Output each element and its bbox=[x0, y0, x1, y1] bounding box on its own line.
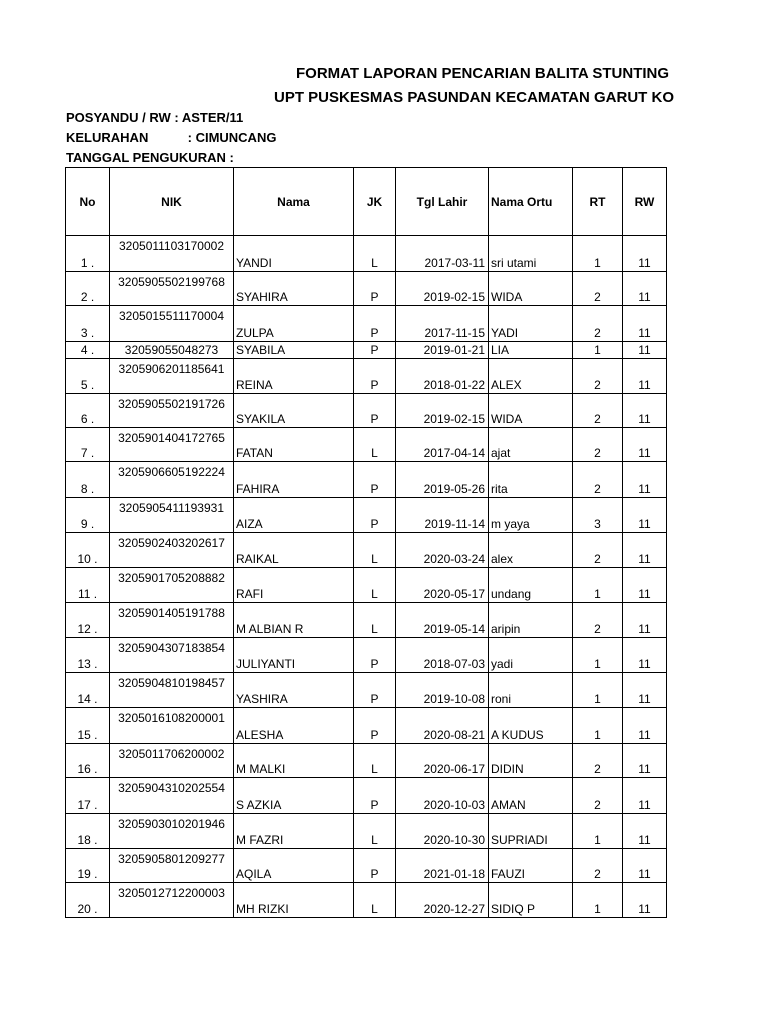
cell-no: 18 . bbox=[66, 814, 110, 849]
cell-nama: MH RIZKI bbox=[234, 883, 354, 918]
table-row bbox=[66, 708, 667, 744]
cell-nik: 3205015511170004 bbox=[110, 306, 234, 342]
col-header-nama-ortu: Nama Ortu bbox=[489, 168, 573, 236]
table-row bbox=[66, 498, 667, 533]
cell-nik: 3205906605192224 bbox=[110, 462, 234, 498]
col-header-nama: Nama bbox=[234, 168, 354, 236]
table-row bbox=[66, 428, 667, 462]
cell-tgl: 2020-06-17 bbox=[396, 744, 489, 778]
cell-rw: 11 bbox=[623, 498, 667, 533]
kelurahan-value: : CIMUNCANG bbox=[187, 130, 277, 145]
cell-nik: 3205011706200002 bbox=[110, 744, 234, 778]
cell-tgl: 2017-11-15 bbox=[396, 306, 489, 342]
table-row bbox=[66, 236, 667, 272]
cell-jk: L bbox=[354, 603, 396, 638]
cell-rw: 11 bbox=[623, 306, 667, 342]
cell-nik: 3205905801209277 bbox=[110, 849, 234, 883]
cell-nama: M ALBIAN R bbox=[234, 603, 354, 638]
cell-jk: L bbox=[354, 568, 396, 603]
cell-nama: JULIYANTI bbox=[234, 638, 354, 673]
cell-no: 4 . bbox=[66, 342, 110, 359]
table-row bbox=[66, 462, 667, 498]
cell-ortu: WIDA bbox=[489, 394, 573, 428]
cell-ortu: LIA bbox=[489, 342, 573, 359]
cell-ortu: aripin bbox=[489, 603, 573, 638]
cell-ortu: yadi bbox=[489, 638, 573, 673]
cell-rw: 11 bbox=[623, 272, 667, 306]
cell-jk: P bbox=[354, 394, 396, 428]
cell-jk: P bbox=[354, 306, 396, 342]
cell-tgl: 2019-01-21 bbox=[396, 342, 489, 359]
cell-rw: 11 bbox=[623, 359, 667, 394]
cell-tgl: 2018-07-03 bbox=[396, 638, 489, 673]
cell-rt: 2 bbox=[573, 394, 623, 428]
cell-nik: 3205901405191788 bbox=[110, 603, 234, 638]
cell-jk: P bbox=[354, 638, 396, 673]
posyandu-value: : ASTER/11 bbox=[174, 110, 244, 125]
cell-nama: S AZKIA bbox=[234, 778, 354, 814]
cell-rt: 1 bbox=[573, 236, 623, 272]
cell-nama: YASHIRA bbox=[234, 673, 354, 708]
cell-no: 13 . bbox=[66, 638, 110, 673]
cell-ortu: AMAN bbox=[489, 778, 573, 814]
cell-ortu: DIDIN bbox=[489, 744, 573, 778]
cell-rw: 11 bbox=[623, 568, 667, 603]
table-row bbox=[66, 342, 667, 359]
cell-no: 11 . bbox=[66, 568, 110, 603]
cell-nama: RAIKAL bbox=[234, 533, 354, 568]
cell-rt: 2 bbox=[573, 306, 623, 342]
cell-ortu: SIDIQ P bbox=[489, 883, 573, 918]
table-row bbox=[66, 306, 667, 342]
table-row bbox=[66, 883, 667, 918]
cell-ortu: A KUDUS bbox=[489, 708, 573, 744]
cell-rt: 2 bbox=[573, 849, 623, 883]
cell-jk: L bbox=[354, 883, 396, 918]
cell-nama: ZULPA bbox=[234, 306, 354, 342]
cell-nik: 3205901404172765 bbox=[110, 428, 234, 462]
table-row bbox=[66, 744, 667, 778]
cell-rw: 11 bbox=[623, 638, 667, 673]
posyandu-line bbox=[66, 110, 243, 125]
cell-no: 8 . bbox=[66, 462, 110, 498]
kelurahan-line bbox=[66, 130, 276, 145]
cell-rw: 11 bbox=[623, 744, 667, 778]
table-row bbox=[66, 603, 667, 638]
cell-nama: SYABILA bbox=[234, 342, 354, 359]
cell-nik: 3205905411193931 bbox=[110, 498, 234, 533]
cell-no: 10 . bbox=[66, 533, 110, 568]
balita-table bbox=[65, 167, 667, 918]
cell-ortu: SUPRIADI bbox=[489, 814, 573, 849]
cell-tgl: 2020-05-17 bbox=[396, 568, 489, 603]
cell-rw: 11 bbox=[623, 342, 667, 359]
cell-rw: 11 bbox=[623, 673, 667, 708]
cell-tgl: 2017-03-11 bbox=[396, 236, 489, 272]
table-row bbox=[66, 849, 667, 883]
cell-rt: 1 bbox=[573, 638, 623, 673]
cell-rt: 2 bbox=[573, 778, 623, 814]
cell-no: 14 . bbox=[66, 673, 110, 708]
cell-rt: 2 bbox=[573, 359, 623, 394]
table-row bbox=[66, 673, 667, 708]
cell-nik: 3205904810198457 bbox=[110, 673, 234, 708]
cell-rw: 11 bbox=[623, 428, 667, 462]
cell-tgl: 2020-10-30 bbox=[396, 814, 489, 849]
cell-nama: FAHIRA bbox=[234, 462, 354, 498]
cell-rt: 2 bbox=[573, 603, 623, 638]
cell-rt: 1 bbox=[573, 673, 623, 708]
cell-jk: L bbox=[354, 814, 396, 849]
cell-nik: 3205901705208882 bbox=[110, 568, 234, 603]
cell-ortu: undang bbox=[489, 568, 573, 603]
table-row bbox=[66, 533, 667, 568]
cell-nama: M FAZRI bbox=[234, 814, 354, 849]
cell-no: 2 . bbox=[66, 272, 110, 306]
cell-rw: 11 bbox=[623, 814, 667, 849]
tanggal-line bbox=[66, 150, 234, 165]
cell-nik: 3205011103170002 bbox=[110, 236, 234, 272]
table-row bbox=[66, 568, 667, 603]
cell-jk: L bbox=[354, 236, 396, 272]
cell-no: 16 . bbox=[66, 744, 110, 778]
cell-tgl: 2019-05-14 bbox=[396, 603, 489, 638]
cell-tgl: 2017-04-14 bbox=[396, 428, 489, 462]
col-header-tgl-lahir: Tgl Lahir bbox=[396, 168, 489, 236]
cell-rw: 11 bbox=[623, 603, 667, 638]
cell-nik: 3205902403202617 bbox=[110, 533, 234, 568]
cell-ortu: rita bbox=[489, 462, 573, 498]
cell-no: 1 . bbox=[66, 236, 110, 272]
cell-rt: 2 bbox=[573, 744, 623, 778]
cell-rt: 1 bbox=[573, 568, 623, 603]
cell-tgl: 2020-08-21 bbox=[396, 708, 489, 744]
cell-ortu: YADI bbox=[489, 306, 573, 342]
cell-nik: 32059055048273 bbox=[110, 342, 234, 359]
cell-tgl: 2019-11-14 bbox=[396, 498, 489, 533]
cell-jk: P bbox=[354, 498, 396, 533]
cell-rt: 1 bbox=[573, 883, 623, 918]
cell-jk: L bbox=[354, 533, 396, 568]
col-header-rw: RW bbox=[623, 168, 667, 236]
table-row bbox=[66, 814, 667, 849]
cell-rw: 11 bbox=[623, 883, 667, 918]
cell-rw: 11 bbox=[623, 849, 667, 883]
cell-jk: P bbox=[354, 673, 396, 708]
col-header-no: No bbox=[66, 168, 110, 236]
cell-nik: 3205904310202554 bbox=[110, 778, 234, 814]
cell-tgl: 2019-02-15 bbox=[396, 272, 489, 306]
cell-tgl: 2018-01-22 bbox=[396, 359, 489, 394]
cell-jk: P bbox=[354, 342, 396, 359]
cell-jk: P bbox=[354, 272, 396, 306]
cell-nama: ALESHA bbox=[234, 708, 354, 744]
cell-nama: SYAKILA bbox=[234, 394, 354, 428]
cell-rt: 3 bbox=[573, 498, 623, 533]
cell-nama: YANDI bbox=[234, 236, 354, 272]
cell-nama: SYAHIRA bbox=[234, 272, 354, 306]
cell-tgl: 2020-12-27 bbox=[396, 883, 489, 918]
cell-rt: 1 bbox=[573, 708, 623, 744]
cell-nama: FATAN bbox=[234, 428, 354, 462]
cell-nama: RAFI bbox=[234, 568, 354, 603]
table-header-row bbox=[66, 168, 667, 236]
cell-tgl: 2021-01-18 bbox=[396, 849, 489, 883]
cell-rw: 11 bbox=[623, 533, 667, 568]
cell-rt: 2 bbox=[573, 428, 623, 462]
cell-no: 9 . bbox=[66, 498, 110, 533]
cell-nik: 3205012712200003 bbox=[110, 883, 234, 918]
cell-nama: AIZA bbox=[234, 498, 354, 533]
cell-nik: 3205905502199768 bbox=[110, 272, 234, 306]
table-row bbox=[66, 394, 667, 428]
cell-ortu: ajat bbox=[489, 428, 573, 462]
kelurahan-label: KELURAHAN bbox=[66, 130, 149, 145]
cell-nama: AQILA bbox=[234, 849, 354, 883]
cell-ortu: FAUZI bbox=[489, 849, 573, 883]
cell-nik: 3205903010201946 bbox=[110, 814, 234, 849]
cell-tgl: 2020-10-03 bbox=[396, 778, 489, 814]
cell-nik: 3205905502191726 bbox=[110, 394, 234, 428]
cell-rw: 11 bbox=[623, 778, 667, 814]
cell-jk: P bbox=[354, 359, 396, 394]
cell-nik: 3205904307183854 bbox=[110, 638, 234, 673]
posyandu-label: POSYANDU / RW bbox=[66, 110, 171, 125]
cell-ortu: WIDA bbox=[489, 272, 573, 306]
cell-ortu: sri utami bbox=[489, 236, 573, 272]
cell-nama: REINA bbox=[234, 359, 354, 394]
report-subtitle: UPT PUSKESMAS PASUNDAN KECAMATAN GARUT KO bbox=[274, 89, 675, 106]
cell-nik: 3205016108200001 bbox=[110, 708, 234, 744]
cell-ortu: ALEX bbox=[489, 359, 573, 394]
table-row bbox=[66, 778, 667, 814]
cell-rw: 11 bbox=[623, 462, 667, 498]
cell-no: 7 . bbox=[66, 428, 110, 462]
cell-jk: P bbox=[354, 462, 396, 498]
cell-no: 19 . bbox=[66, 849, 110, 883]
cell-no: 12 . bbox=[66, 603, 110, 638]
col-header-jk: JK bbox=[354, 168, 396, 236]
cell-jk: L bbox=[354, 428, 396, 462]
table-row bbox=[66, 359, 667, 394]
cell-no: 15 . bbox=[66, 708, 110, 744]
cell-tgl: 2019-05-26 bbox=[396, 462, 489, 498]
tanggal-label: TANGGAL PENGUKURAN : bbox=[66, 150, 234, 165]
cell-jk: P bbox=[354, 849, 396, 883]
cell-rt: 2 bbox=[573, 462, 623, 498]
cell-rt: 2 bbox=[573, 272, 623, 306]
cell-rw: 11 bbox=[623, 394, 667, 428]
cell-nama: M MALKI bbox=[234, 744, 354, 778]
cell-no: 5 . bbox=[66, 359, 110, 394]
cell-ortu: m yaya bbox=[489, 498, 573, 533]
cell-jk: P bbox=[354, 778, 396, 814]
cell-nik: 3205906201185641 bbox=[110, 359, 234, 394]
cell-ortu: roni bbox=[489, 673, 573, 708]
col-header-nik: NIK bbox=[110, 168, 234, 236]
cell-ortu: alex bbox=[489, 533, 573, 568]
cell-rt: 1 bbox=[573, 342, 623, 359]
cell-rw: 11 bbox=[623, 236, 667, 272]
cell-no: 3 . bbox=[66, 306, 110, 342]
col-header-rt: RT bbox=[573, 168, 623, 236]
cell-rt: 2 bbox=[573, 533, 623, 568]
report-title: FORMAT LAPORAN PENCARIAN BALITA STUNTING bbox=[296, 65, 670, 82]
cell-no: 17 . bbox=[66, 778, 110, 814]
cell-jk: L bbox=[354, 744, 396, 778]
cell-rw: 11 bbox=[623, 708, 667, 744]
cell-rt: 1 bbox=[573, 814, 623, 849]
cell-jk: P bbox=[354, 708, 396, 744]
cell-tgl: 2019-10-08 bbox=[396, 673, 489, 708]
cell-no: 20 . bbox=[66, 883, 110, 918]
table-row bbox=[66, 272, 667, 306]
table-row bbox=[66, 638, 667, 673]
cell-no: 6 . bbox=[66, 394, 110, 428]
cell-tgl: 2020-03-24 bbox=[396, 533, 489, 568]
cell-tgl: 2019-02-15 bbox=[396, 394, 489, 428]
